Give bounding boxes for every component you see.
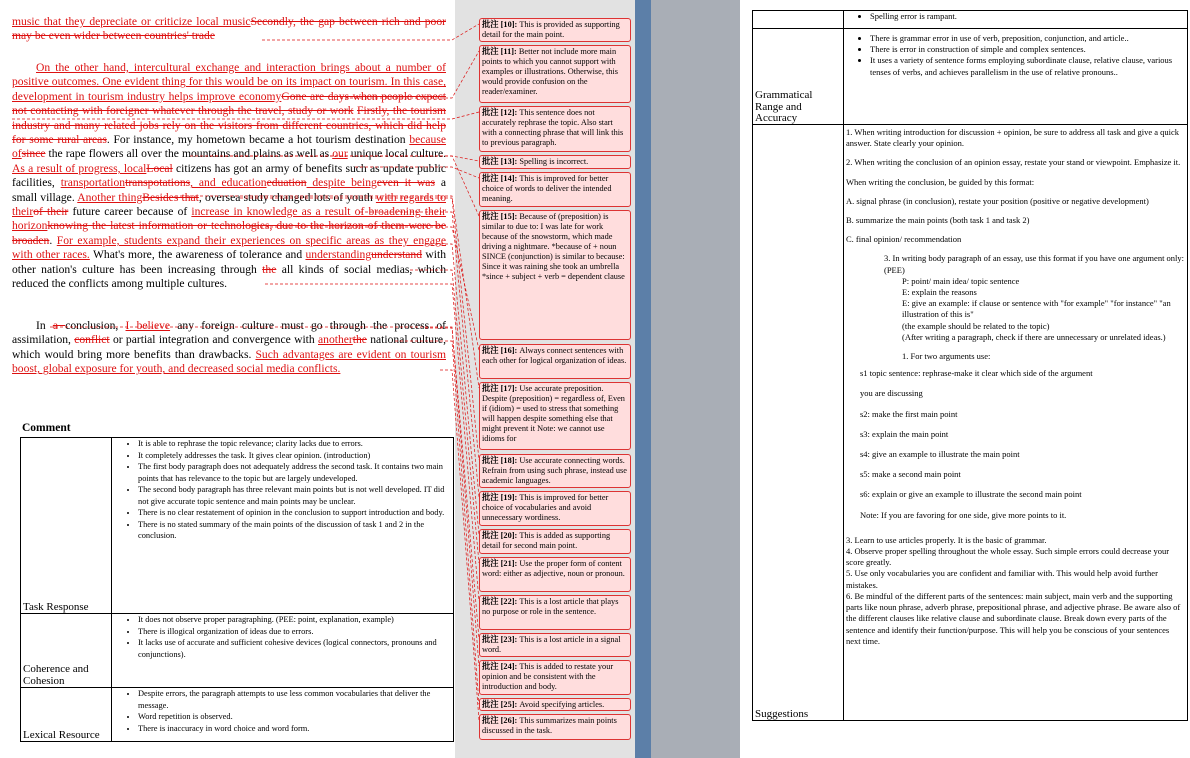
- deleted-text: knowing the latest information or technologies, due to the horizon of them were be broaden: [12, 219, 446, 247]
- comment-text: Use the proper form of content word: either as adjective, noun or pronoun.: [482, 559, 625, 578]
- spelling-cell: [844, 11, 1188, 29]
- comment-balloon[interactable]: [479, 155, 631, 169]
- comment-text: This summarizes main points discussed in the task.: [482, 716, 617, 735]
- comment-balloon[interactable]: [479, 557, 631, 592]
- suggestion-vocab: 5. Use only vocabularies you are confident and familiar with. This would help avoid further mistakes.: [846, 568, 1158, 590]
- suggestion-format: When writing the conclusion, be guided by this format:: [846, 176, 1035, 187]
- deleted-text: Gone are days when people expect not contacting with foreigner whatever through the travel, study or work: [12, 89, 446, 118]
- comment-tag: 批注 [15]:: [482, 212, 518, 221]
- essay-text: any foreign culture must go through the process of assimilation,: [12, 319, 447, 347]
- comment-text: This is added as supporting detail for second main point.: [482, 531, 611, 550]
- comment-text: Always connect sentences with each other for logical organization of ideas.: [482, 346, 627, 365]
- grammar-list: [846, 33, 1185, 78]
- inserted-text: On the other hand, intercultural exchange and interaction brings about a number of positive outcomes. One evident thing for this would be on its impact on tourism. In this case, development in tourism industry helps improve economy: [12, 61, 446, 103]
- bullet-item: • The second body paragraph has three relevant main points but is not well developed. IT did not give accurate topic sentence and main points may be unclear.: [138, 484, 451, 507]
- pee-note: (the example should be related to the topic): [902, 320, 1050, 331]
- deleted-text: even it was: [376, 176, 435, 190]
- deleted-text: the: [352, 333, 367, 347]
- spelling-bullet: • Spelling error is rampant.: [870, 11, 1185, 22]
- row-label-task-response: Task Response: [21, 438, 112, 614]
- suggestion-b: B. summarize the main points (both task 1 and task 2): [846, 215, 1030, 226]
- essay-text: the rape flowers all over the mountains and plains as well as: [45, 147, 333, 161]
- comment-text: This is a lost article that plays no purpose or role in the sentence.: [482, 597, 619, 616]
- bullet-item: • There is inaccuracy in word choice and word form.: [138, 723, 451, 735]
- essay-text: In: [36, 319, 53, 332]
- bullet-item: • It lacks use of accurate and sufficient cohesive devices (logical connectors, pronouns and conjunctions).: [138, 637, 451, 660]
- task-response-list: [114, 438, 451, 542]
- suggestions-cell: [844, 125, 1188, 721]
- comment-balloon[interactable]: [479, 714, 631, 740]
- comment-tag: 批注 [14]:: [482, 174, 518, 183]
- essay-text: a small village.: [12, 176, 446, 204]
- comment-balloon[interactable]: [479, 344, 631, 379]
- comment-text: This is improved for better choice of words to deliver the intended meaning.: [482, 174, 612, 203]
- coherence-cell: [112, 614, 454, 688]
- comment-balloon[interactable]: [479, 45, 631, 103]
- comment-tag: 批注 [18]:: [482, 456, 518, 465]
- comment-balloon[interactable]: [479, 660, 631, 695]
- page-divider: [635, 0, 651, 758]
- suggestion-spelling: 4. Observe proper spelling throughout the whole essay. Such simple errors could decrease your score greatly.: [846, 546, 1170, 568]
- comment-tag: 批注 [22]:: [482, 597, 518, 606]
- essay-text: citizens has got an army of benefits such as update public facilities,: [12, 161, 446, 190]
- deleted-text: conflict: [74, 333, 110, 347]
- bullet-item: • There is no stated summary of the main points of the discussion of task 1 and 2 in the conclusion.: [138, 519, 451, 542]
- essay-text: national culture, which would bring more benefits than drawbacks.: [12, 333, 446, 361]
- bullet-item: • It does not observe proper paragraphing. (PEE: point, explanation, example): [138, 614, 451, 626]
- comment-tag: 批注 [17]:: [482, 384, 518, 393]
- comment-tag: 批注 [21]:: [482, 559, 518, 568]
- comment-tag: 批注 [13]:: [482, 157, 518, 166]
- deleted-text: understand: [371, 248, 423, 262]
- inserted-text: For example, students expand their experiences on specific areas as they engage with other races.: [12, 233, 447, 262]
- suggestion-1: 1. When writing introduction for discussion + opinion, be sure to address all task and give a quick answer. State clearly your opinion.: [846, 127, 1180, 149]
- row-label-coherence: Coherence and Cohesion: [21, 614, 112, 688]
- essay-paragraph-conclusion: [12, 319, 446, 377]
- comment-tag: 批注 [12]:: [482, 108, 518, 117]
- comment-text: Avoid specifying articles.: [517, 700, 605, 709]
- inserted-text: transportation: [60, 176, 126, 190]
- comment-text: This sentence does not accurately rephrase the topic. Also start with a connecting phrase that will link this to previous paragraph.: [482, 108, 624, 147]
- inserted-text: Another thing: [77, 190, 143, 204]
- s1-line: s1 topic sentence: rephrase-make it clear which side of the argument: [860, 368, 1093, 379]
- essay-text: What's more, the awareness of tolerance and: [89, 248, 306, 262]
- deleted-text: transpotations: [125, 176, 191, 190]
- essay-text: , oversea study changed lots of youth: [198, 190, 376, 204]
- comment-tag: 批注 [16]:: [482, 346, 518, 355]
- comment-balloon[interactable]: [479, 698, 631, 711]
- s1-line-cont: you are discussing: [860, 388, 923, 399]
- inserted-text: despite being: [306, 176, 377, 190]
- suggestion-c: C. final opinion/ recommendation: [846, 234, 962, 245]
- essay-paragraph-body: [12, 61, 446, 292]
- suggestion-3: 3. In writing body paragraph of an essay, use this format if you have one argument only: (PEE): [884, 253, 1185, 275]
- comment-tag: 批注 [11]:: [482, 47, 517, 56]
- inserted-text: because of: [12, 133, 447, 161]
- comment-tag: 批注 [20]:: [482, 531, 518, 540]
- comment-heading: Comment: [22, 422, 71, 434]
- bullet-item: • It is able to rephrase the topic relevance; clarity lacks due to errors.: [138, 438, 451, 450]
- coherence-list: [114, 614, 451, 660]
- note-line: Note: If you are favoring for one side, give more points to it.: [860, 509, 1067, 520]
- pee-check: (After writing a paragraph, check if there are unnecessary or unrelated ideas.): [902, 331, 1166, 342]
- row-label-lexical: Lexical Resource: [21, 688, 112, 742]
- comment-balloon[interactable]: [479, 106, 631, 152]
- empty-label-cell: [753, 11, 844, 29]
- pee-example: E: give an example: if clause or sentence with "for example" "for instance" "an illustration of this is": [902, 298, 1171, 320]
- deleted-text: Secondly, the gap between rich and poor may be even wider between countries' trade: [12, 15, 446, 43]
- comment-text: This is a lost article in a signal word.: [482, 635, 621, 654]
- lexical-list: [114, 688, 451, 734]
- bullet-item: • Word repetition is observed.: [138, 711, 451, 723]
- comment-balloon[interactable]: [479, 454, 631, 488]
- suggestion-2: 2. When writing the conclusion of an opinion essay, restate your stand or viewpoint. Emphasize it.: [846, 157, 1181, 168]
- comment-tag: 批注 [23]:: [482, 635, 518, 644]
- inserted-text: music that they depreciate or criticize local music: [12, 15, 251, 28]
- bullet-item: • There is grammar error in use of verb, preposition, conjunction, and article..: [870, 33, 1185, 44]
- document-page-left[interactable]: [0, 0, 455, 758]
- comment-text: Because of (preposition) is similar to due to: I was late for work because of the snowstorm, which made driving a nightmare. *because of + noun SINCE (conjunction) is similar to because: Since it was raining she took an umbrella *since + subject + verb = dependent clause: [482, 212, 625, 281]
- comment-balloon[interactable]: [479, 633, 631, 657]
- comment-tag: 批注 [24]:: [482, 662, 518, 671]
- comment-text: Better not include more main points to which you cannot support with examples or illustrations. Otherwise, this would provide confusion on the reader/examiner.: [482, 47, 618, 96]
- inserted-text: understanding: [305, 248, 372, 262]
- inserted-text: As a result of progress, local: [12, 161, 147, 175]
- bullet-item: • It completely addresses the task. It gives clear opinion. (introduction): [138, 450, 451, 462]
- grammar-label: Grammatical Range and Accuracy: [753, 29, 844, 125]
- bullet-item: • The first body paragraph does not adequately address the second task. It contains two main points that has relevance to the topic but are largely undeveloped.: [138, 461, 451, 484]
- s5-line: s5: make a second main point: [860, 469, 961, 480]
- bullet-item: • There is illogical organization of ideas due to errors.: [138, 626, 451, 638]
- comment-balloon[interactable]: [479, 382, 631, 450]
- task-response-cell: [112, 438, 454, 614]
- bullet-item: • It uses a variety of sentence forms employing subordinate clause, relative clause, various tenses of verbs, and achieves parallelism in the use of relative pronouns..: [870, 55, 1185, 77]
- essay-text: . For instance, my hometown became a hot tourism destination: [106, 133, 410, 147]
- s2-line: s2: make the first main point: [860, 408, 958, 419]
- comment-tag: 批注 [26]:: [482, 716, 518, 725]
- grammar-table: [752, 10, 1188, 721]
- deleted-text: the: [262, 262, 277, 276]
- deleted-text: eduation: [266, 176, 307, 190]
- inserted-text: Such advantages are evident on tourism boost, global exposure for youth, and decreased social media conflicts.: [12, 347, 446, 376]
- deleted-text: Local: [146, 161, 173, 175]
- essay-text: with other nation's culture has been increasing through: [12, 248, 446, 276]
- suggestion-a: A. signal phrase (in conclusion), restate your position (positive or negative development): [846, 195, 1149, 206]
- comment-tag: 批注 [19]:: [482, 493, 518, 502]
- bullet-item: • Despite errors, the paragraph attempts to use less common vocabularies that deliver the message.: [138, 688, 451, 711]
- inserted-text: another: [318, 333, 353, 347]
- inserted-text: our: [332, 147, 348, 161]
- inserted-text: , and education: [190, 176, 267, 190]
- essay-text: conclusion,: [65, 319, 126, 332]
- document-page-right[interactable]: [740, 0, 1190, 758]
- suggestion-articles: 3. Learn to use articles properly. It is the basic of grammar.: [846, 534, 1047, 545]
- two-arguments: 1. For two arguments use:: [902, 351, 991, 362]
- grammar-cell: [844, 29, 1188, 125]
- comment-table: [20, 437, 454, 742]
- comment-tag: 批注 [10]:: [482, 20, 518, 29]
- essay-text: all kinds of social medias, which reduced the conflicts among multiple cultures.: [12, 262, 446, 291]
- comment-balloon[interactable]: [479, 529, 631, 554]
- suggestion-sentence-parts: 6. Be mindful of the different parts of the sentences: main subject, main verb and the supporting parts like noun phrase, adverb phrase, prepositional phrase, and adjective phrase. Be aware also of the different clauses like relative clause and subordinate clause. Break down every parts of the sentence and identify their function/purpose. This will help you be conscious of your sentences next time.: [846, 590, 1181, 646]
- s6-line: s6: explain or give an example to illustrate the second main point: [860, 489, 1082, 500]
- s4-line: s4: give an example to illustrate the main point: [860, 449, 1020, 460]
- inserted-text: with regards to their: [12, 190, 446, 219]
- comment-text: This is improved for better choice of vocabularies and avoid unnecessary wordiness.: [482, 493, 609, 522]
- comment-balloon[interactable]: [479, 595, 631, 630]
- deleted-text: a: [52, 319, 66, 332]
- inserted-text: increase in knowledge as a result of broadening their horizon: [12, 205, 447, 233]
- deleted-text: since: [21, 147, 46, 161]
- essay-text: or partial integration and convergence with: [109, 333, 318, 347]
- s3-line: s3: explain the main point: [860, 428, 949, 439]
- bullet-item: • There is no clear restatement of opinion in the conclusion to support introduction and body.: [138, 507, 451, 519]
- deleted-text: Besides that: [142, 190, 199, 204]
- pee-point: P: point/ main idea/ topic sentence: [902, 275, 1020, 286]
- essay-text: .: [49, 233, 57, 247]
- inserted-text: I believe: [125, 319, 171, 332]
- pee-explain: E: explain the reasons: [902, 287, 977, 298]
- comment-text: This is provided as supporting detail for the main point.: [482, 20, 620, 39]
- essay-text: future career because of: [68, 205, 192, 219]
- deleted-text: Firstly, the tourism industry and many related jobs rely on the visitors from different countries, which did help for some rural areas: [12, 104, 446, 147]
- comment-balloon[interactable]: [479, 172, 631, 207]
- comment-text: Use accurate connecting words. Refrain from using such phrase, instead use academic languages.: [482, 456, 627, 485]
- comment-tag: 批注 [25]:: [482, 700, 518, 709]
- essay-paragraph-0: [12, 15, 446, 44]
- comment-text: Spelling is incorrect.: [517, 157, 589, 166]
- comment-balloon[interactable]: [479, 491, 631, 526]
- essay-text: unique local culture.: [347, 147, 446, 161]
- bullet-item: • There is error in construction of simple and complex sentences.: [870, 44, 1185, 55]
- comment-balloon[interactable]: [479, 18, 631, 42]
- comment-balloon[interactable]: [479, 210, 631, 340]
- comment-text: This is added to restate your opinion and be consistent with the introduction and body.: [482, 662, 614, 691]
- lexical-cell: [112, 688, 454, 742]
- deleted-text: of their: [33, 205, 69, 219]
- comment-text: Use accurate preposition. Despite (preposition) = regardless of, Even if (idiom) = used to stress that something will happen despite something else that might prevent it Note: we cannot use idioms for: [482, 384, 625, 443]
- suggestions-label: Suggestions: [753, 125, 844, 721]
